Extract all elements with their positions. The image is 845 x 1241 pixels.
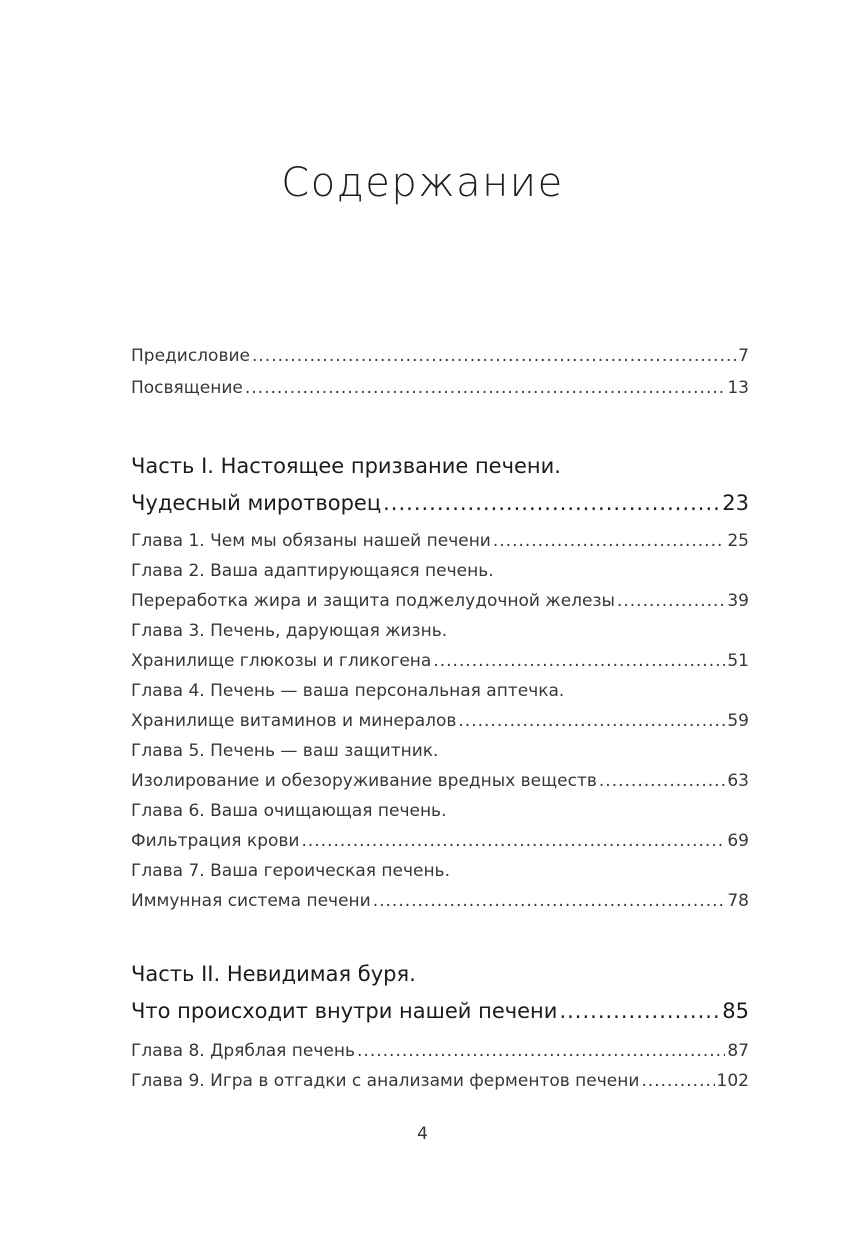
toc-entry-chapter-6[interactable]: [131, 796, 749, 856]
part-title-line1: Часть I. Настоящее призвание печени.: [131, 454, 561, 478]
chapter-page: 51: [727, 651, 749, 671]
chapter-subtitle: Изолирование и обезоруживание вредных веществ: [131, 771, 597, 791]
front-matter: [131, 340, 749, 404]
chapter-subtitle: Хранилище витаминов и минералов: [131, 711, 457, 731]
part-page: 23: [722, 491, 749, 515]
chapter-title: Глава 3. Печень, дарующая жизнь.: [131, 621, 448, 641]
dot-leader: [252, 340, 736, 372]
dot-leader: [559, 993, 720, 1030]
toc-entry-chapter-2[interactable]: [131, 556, 749, 616]
dot-leader: [493, 526, 726, 556]
toc-entry-dedication[interactable]: [131, 372, 749, 404]
toc-entry-chapter-7[interactable]: [131, 856, 749, 916]
chapter-title: Глава 4. Печень — ваша персональная аптечка.: [131, 681, 565, 701]
entry-page: 13: [727, 378, 749, 398]
part-1-heading[interactable]: [131, 448, 749, 522]
dot-leader: [301, 826, 725, 856]
dot-leader: [433, 646, 725, 676]
part-2-chapters: [131, 1036, 749, 1096]
chapter-title: Глава 6. Ваша очищающая печень.: [131, 801, 447, 821]
chapter-subtitle: Переработка жира и защита поджелудочной железы: [131, 591, 615, 611]
part-page: 85: [722, 999, 749, 1023]
chapter-title: Глава 5. Печень — ваш защитник.: [131, 741, 439, 761]
dot-leader: [245, 372, 725, 404]
chapter-title: Глава 1. Чем мы обязаны нашей печени: [131, 531, 491, 551]
chapter-page: 87: [727, 1041, 749, 1061]
chapter-title: Глава 9. Игра в отгадки с анализами ферментов печени: [131, 1071, 640, 1091]
dot-leader: [373, 886, 726, 916]
part-title-line2: Чудесный миротворец: [131, 491, 382, 515]
part-2-heading[interactable]: [131, 956, 749, 1030]
part-title-line1: Часть II. Невидимая буря.: [131, 962, 416, 986]
chapter-subtitle: Хранилище глюкозы и гликогена: [131, 651, 432, 671]
part-1-chapters: [131, 526, 749, 916]
toc-entry-chapter-4[interactable]: [131, 676, 749, 736]
chapter-title: Глава 7. Ваша героическая печень.: [131, 861, 450, 881]
chapter-page: 63: [727, 771, 749, 791]
part-title-line2: Что происходит внутри нашей печени: [131, 999, 558, 1023]
chapter-page: 59: [727, 711, 749, 731]
toc-entry-preface[interactable]: [131, 340, 749, 372]
entry-title: Посвящение: [131, 378, 243, 398]
dot-leader: [383, 485, 720, 522]
chapter-page: 69: [727, 831, 749, 851]
chapter-title: Глава 2. Ваша адаптирующаяся печень.: [131, 561, 494, 581]
dot-leader: [617, 586, 725, 616]
toc-entry-chapter-9[interactable]: [131, 1066, 749, 1096]
page-title: Содержание: [281, 160, 564, 206]
chapter-title: Глава 8. Дряблая печень: [131, 1041, 356, 1061]
toc-entry-chapter-8[interactable]: [131, 1036, 749, 1066]
chapter-page: 102: [716, 1071, 749, 1091]
dot-leader: [599, 766, 725, 796]
entry-page: 7: [738, 346, 749, 366]
chapter-subtitle: Фильтрация крови: [131, 831, 300, 851]
chapter-page: 78: [727, 891, 749, 911]
dot-leader: [641, 1066, 714, 1096]
toc-entry-chapter-1[interactable]: [131, 526, 749, 556]
dot-leader: [458, 706, 725, 736]
chapter-page: 39: [727, 591, 749, 611]
entry-title: Предисловие: [131, 346, 250, 366]
toc-entry-chapter-5[interactable]: [131, 736, 749, 796]
dot-leader: [357, 1036, 725, 1066]
chapter-page: 25: [727, 531, 749, 551]
chapter-subtitle: Иммунная система печени: [131, 891, 371, 911]
page-number: 4: [417, 1124, 428, 1144]
toc-entry-chapter-3[interactable]: [131, 616, 749, 676]
